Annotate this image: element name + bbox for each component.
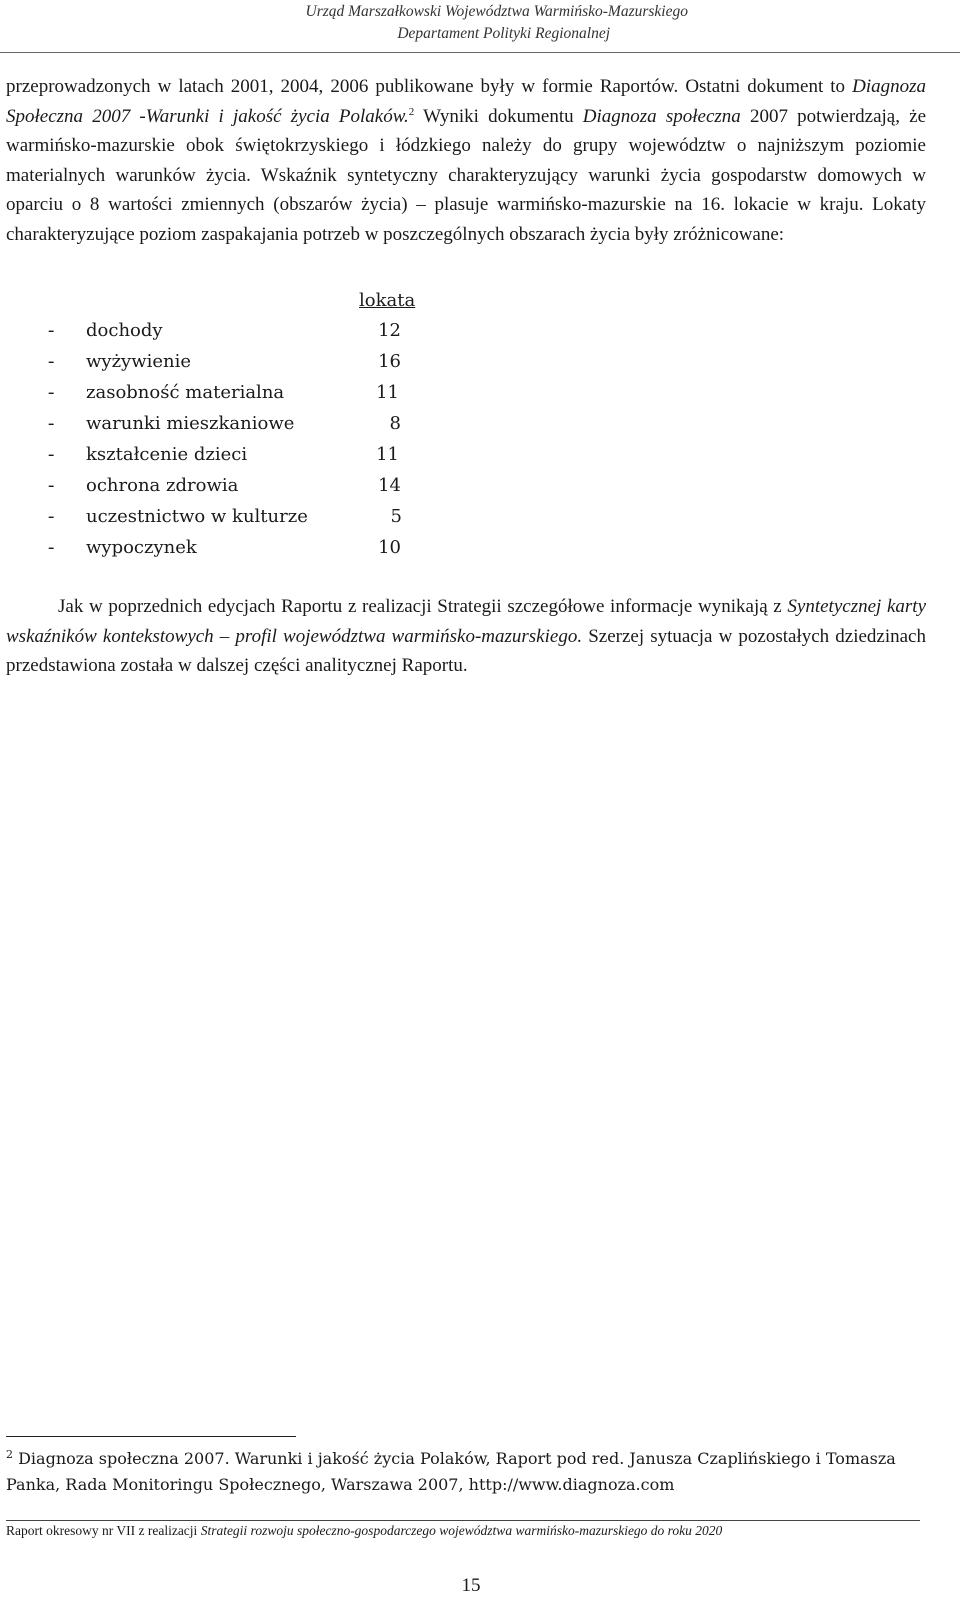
ranking-name: ochrona zdrowia xyxy=(86,475,239,496)
ranking-name: dochody xyxy=(86,320,163,341)
list-item: - ochrona zdrowia 14 xyxy=(48,475,401,496)
ranking-name: warunki mieszkaniowe xyxy=(86,413,295,434)
list-item: - wypoczynek 10 xyxy=(48,537,401,558)
ranking-value: 12 xyxy=(378,320,401,341)
footnote-ref[interactable]: 2 xyxy=(408,105,415,118)
page-footer xyxy=(6,1520,926,1542)
list-item: - warunki mieszkaniowe 8 xyxy=(48,413,401,434)
list-item: - dochody 12 xyxy=(48,320,401,341)
closing-text-b: Szerzej sytuacja w pozostałych dziedzinach przedstawiona została w dalszej części analitycznej Raportu. xyxy=(6,625,926,677)
ranking-name: wyżywienie xyxy=(86,351,192,372)
ranking-header: lokata xyxy=(359,290,416,311)
page-number: 15 xyxy=(461,1575,481,1596)
closing-text-a: Jak w poprzednich edycjach Raportu z realizacji Strategii szczegółowe informacje wynikają z xyxy=(58,596,788,617)
indicator-text: Wskaźnik syntetyczny charakteryzujący warunki życia gospodarstw domowych w oparciu o 8 wartości zmiennych (obszarów życia) – plasuje warmińsko-mazurskie na 16. lokacie w kraju. Lokaty charakteryzujące poziom zaspakajania potrzeb w poszczególnych obszarach życia były zróżnicowane: xyxy=(6,164,926,245)
list-item: - kształcenie dzieci 11 xyxy=(48,444,399,465)
list-item: - uczestnictwo w kulturze 5 xyxy=(48,506,402,527)
intro-text-c: 2007 potwierdzają, że warmińsko-mazurskie obok świętokrzyskiego i łódzkiego należy do grupy województw o najniższym poziomie materialnych warunków życia. xyxy=(6,105,927,186)
list-item: - wyżywienie 16 xyxy=(48,351,401,372)
footnote-text: Diagnoza społeczna 2007. Warunki i jakość życia Polaków, Raport pod red. Janusza Czaplińskiego i Tomasza Panka, Rada Monitoringu Społecznego, Warszawa 2007, http://www.diagnoza.com xyxy=(6,1449,896,1494)
intro-paragraph xyxy=(6,72,926,250)
diagnoza-title: Diagnoza Społeczna 2007 -Warunki i jakość życia Polaków. xyxy=(6,76,926,127)
karta-title: Syntetycznej karty wskaźników kontekstowych – profil województwa warmińsko-mazurskiego. xyxy=(6,596,926,647)
ranking-name: wypoczynek xyxy=(86,537,197,558)
ranking-value: 11 xyxy=(376,382,399,403)
ranking-value: 10 xyxy=(378,537,401,558)
ranking-header-row xyxy=(6,290,926,320)
ranking-value: 8 xyxy=(389,413,401,434)
ranking-value: 11 xyxy=(376,444,399,465)
closing-paragraph xyxy=(6,592,926,681)
intro-text-b: Wyniki dokumentu xyxy=(414,105,583,127)
ranking-value: 14 xyxy=(378,475,401,496)
header-department: Departament Polityki Regionalnej xyxy=(397,25,610,42)
ranking-list xyxy=(0,290,960,580)
footnote xyxy=(6,1446,926,1498)
ranking-value: 5 xyxy=(390,506,402,527)
ranking-name: kształcenie dzieci xyxy=(86,444,248,465)
list-item: - zasobność materialna 11 xyxy=(48,382,399,403)
footer-prefix: Raport okresowy nr VII z realizacji xyxy=(6,1523,201,1538)
footer-strategy-title: Strategii rozwoju społeczno-gospodarczego województwa warmińsko-mazurskiego do roku 2020 xyxy=(200,1523,723,1538)
page-header xyxy=(0,0,960,50)
ranking-name: uczestnictwo w kulturze xyxy=(86,506,308,527)
footnote-number: 2 xyxy=(6,1448,13,1461)
header-institution: Urząd Marszałkowski Województwa Warmińsko-Mazurskiego xyxy=(305,3,688,20)
diagnoza-title-short: Diagnoza społeczna xyxy=(582,105,741,127)
ranking-value: 16 xyxy=(378,351,401,372)
header-divider xyxy=(0,52,960,53)
footnote-divider xyxy=(6,1436,296,1437)
intro-text-a: przeprowadzonych w latach 2001, 2004, 2006 publikowane były w formie Raportów. Ostatni dokument to xyxy=(6,76,853,97)
ranking-name: zasobność materialna xyxy=(86,382,285,403)
